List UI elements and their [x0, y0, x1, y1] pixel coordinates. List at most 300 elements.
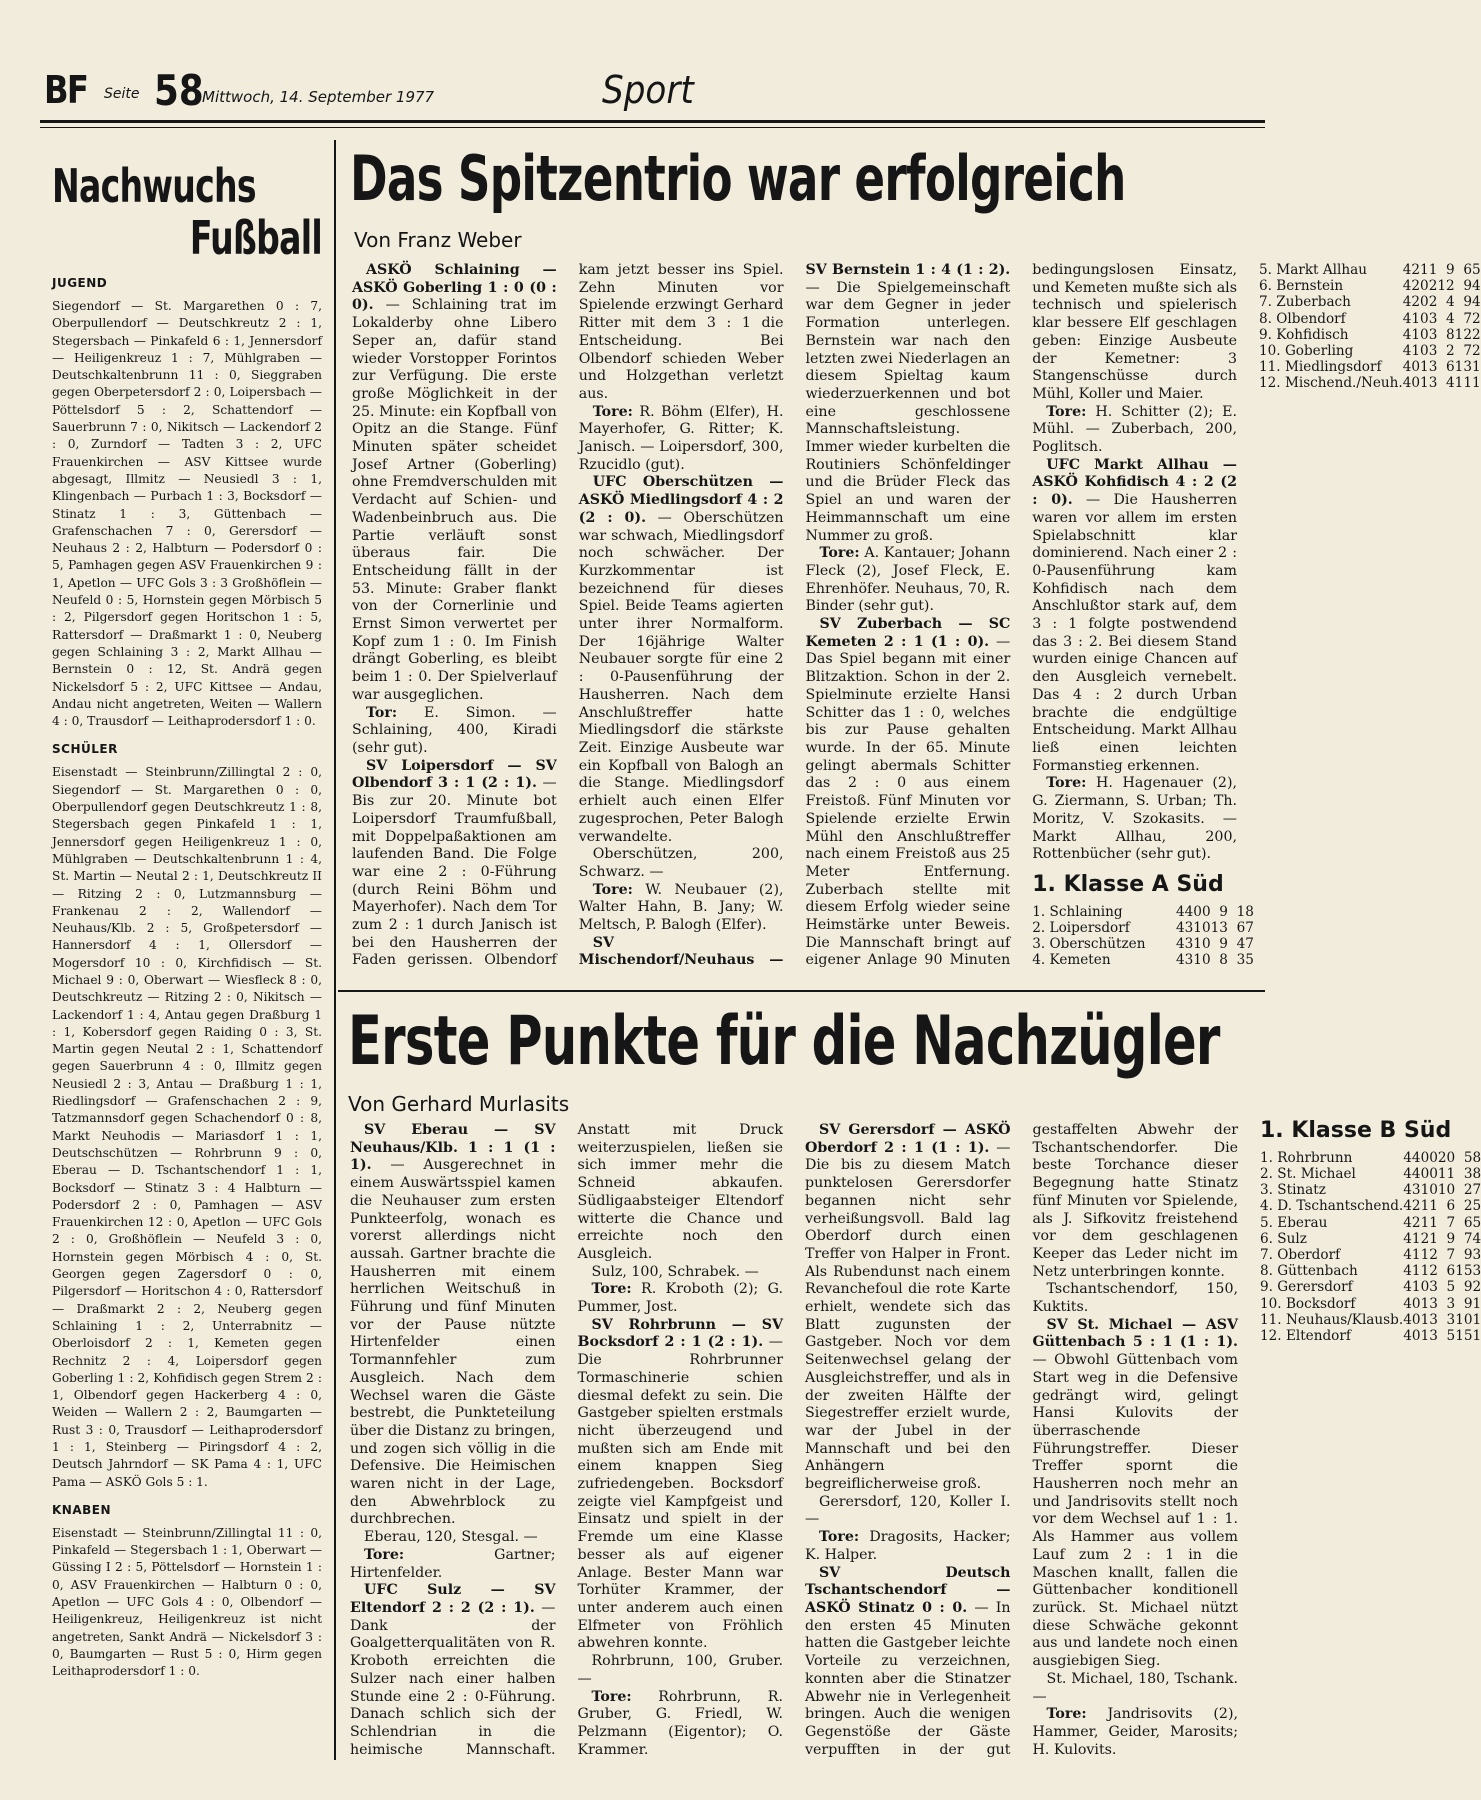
stat-cell: 4	[1411, 1149, 1421, 1166]
youth-title-line1: Nachwuchs	[52, 159, 256, 213]
stat-cell: 3	[1472, 1246, 1481, 1263]
stat-cell: 9	[1219, 936, 1228, 953]
stat-cell: 4	[1471, 278, 1481, 295]
article-paragraph	[1032, 457, 1237, 776]
table-row	[1032, 952, 1254, 968]
stat-cell: 2	[1463, 1198, 1473, 1215]
match-heading: Tore:	[1046, 775, 1087, 792]
table-row	[1259, 359, 1481, 375]
match-heading: Tore:	[592, 881, 633, 898]
article-paragraph	[352, 262, 557, 705]
stat-cell: 1	[1193, 952, 1202, 969]
stat-cell: 8	[1245, 903, 1254, 920]
stat-cell: 2	[1411, 1198, 1421, 1215]
paragraph-text: — Oberschützen war schwach, Miedlingsdorf noch schwächer. Der Kurzkommentar ist bezeichnend für dieses Spiel. Beide Teams agierten unter ihrer Normalform. Der 16jährige Walter Neubauer sorgte für eine 2 : 0-Pausenführung der Hausherren. Nach dem Anschlußtreffer hatte Miedlingsdorf die stärkste Zeit. Einzige Ausbeute war ein Kopfball von Balogh an die Stange. Miedlingsdorf erhielt auch einen Elfer zugesprochen, Peter Balogh verwandelte.	[578, 509, 784, 845]
table-row	[1259, 278, 1481, 294]
stat-cell: 1	[1471, 359, 1481, 376]
paragraph-text: H. Hagenauer (2), G. Ziermann, S. Urban; Th. Moritz, V. Szokasits. — Markt Allhau, 200, Rottenbücher (sehr gut).	[1032, 775, 1237, 863]
stat-cell: 1	[1428, 262, 1438, 278]
stat-cell: 6	[1446, 359, 1455, 376]
stat-cell: 5	[1463, 1149, 1473, 1166]
paragraph-text: Oberschützen, 200, Schwarz. —	[578, 846, 784, 880]
team-name: 1. Schlaining	[1032, 903, 1123, 920]
section-heading: JUGEND	[52, 276, 108, 290]
match-heading: UFC Sulz — SV Eltendorf 2 : 2 (2 : 1).	[350, 1582, 556, 1616]
match-heading: SV Rohrbrunn — SV Bocksdorf 2 : 1 (2 : 1).	[577, 1316, 783, 1351]
stat-cell: 7	[1463, 1230, 1473, 1247]
stat-cell: 4	[1402, 375, 1412, 392]
stat-cell: 4	[1175, 952, 1185, 969]
paragraph-text: Rohrbrunn, 100, Gruber. —	[577, 1653, 783, 1687]
stat-cell: 9	[1463, 278, 1472, 295]
table-row	[1260, 1166, 1481, 1182]
section-results: Siegendorf — St. Margarethen 0 : 7, Oberpullendorf — Deutschkreutz 2 : 1, Stegersbach — Pinkafeld 6 : 1, Jennersdorf — Heiligenkreuz 1 : 7, Mühlgraben — Deutschkaltenbrunn 11 : 0, Sieggraben gegen Oberpetersdorf 2 : 0, Loipersbach — Pöttelsdorf 5 : 2, Schattendorf — Sauerbrunn 7 : 0, Nikitsch — Lackendorf 2 : 0, Zurndorf — Tadten 3 : 2, UFC Frauenkirchen — ASV Kittsee wurde abgesagt, Illmitz — Neusiedl 3 : 1, Klingenbach — Purbach 1 : 3, Bocksdorf — Stinatz 1 : 3, Güttenbach — Grafenschachen 7 : 0, Gerersdorf — Neuhaus 2 : 2, Halbturn — Podersdorf 0 : 5, Pamhagen gegen ASV Frauenkirchen 9 : 1, Apetlon — UFC Gols 3 : 3 Großhöflein — Neufeld 0 : 5, Hornstein gegen Mörbisch 5 : 2, Pilgersdorf gegen Horitschon 1 : 5, Rattersdorf — Draßmarkt 1 : 0, Neuberg gegen Schlaining 3 : 2, Markt Allhau — Bernstein 0 : 12, St. Andrä gegen Nickelsdorf 5 : 2, UFC Kittsee — Andau, Andau nicht angetreten, Weiten — Wallern 4 : 0, Trausdorf — Leithaprodersdorf 1 : 0.	[52, 299, 322, 729]
team-name: 11. Neuhaus/Klausb.	[1260, 1311, 1404, 1328]
stat-cell: 2	[1429, 1246, 1438, 1263]
stat-cell: 0	[1201, 952, 1211, 969]
stat-cell: 1	[1420, 359, 1429, 376]
stat-cell: 3	[1428, 359, 1438, 376]
article-paragraph	[1033, 1317, 1239, 1671]
stat-cell: 4	[1403, 1279, 1412, 1296]
match-heading: SV St. Michael — ASV Güttenbach 5 : 1 (1 : 1).	[1032, 1316, 1238, 1351]
stat-cell: 1	[1236, 903, 1246, 920]
stat-cell: 2	[1411, 278, 1421, 295]
article-paragraph	[1032, 404, 1237, 457]
section-title: Sport	[602, 68, 694, 112]
paragraph-text: — Die Spielgemeinschaft war dem Gegner in jeder Formation unterlegen. Bernstein war nach den letzten zwei Niederlagen an diesem Spieltag kaum wiederzuerkennen und bot eine geschlossene Mannschaftsleistung. Immer wieder kurbelten die Routiniers Schönfeldinger und die Brüder Fleck das Spiel an und waren der Heimmannschaft um eine Nummer zu groß.	[805, 279, 1011, 544]
article1-byline: Von Franz Weber	[354, 228, 522, 252]
stat-cell: 1	[1420, 1311, 1430, 1328]
page-number: 58	[154, 66, 204, 115]
stat-cell: 6	[1446, 1263, 1456, 1280]
stat-cell: 0	[1193, 903, 1202, 920]
stat-cell: 2	[1429, 1263, 1438, 1280]
team-name: 7. Oberdorf	[1260, 1246, 1341, 1263]
stat-cell: 1	[1420, 1295, 1430, 1312]
article-paragraph	[1033, 1706, 1239, 1759]
article-paragraph	[350, 1529, 556, 1547]
stat-cell: 1	[1193, 919, 1202, 936]
stat-cell: 1	[1429, 1198, 1438, 1215]
table-row	[1260, 1215, 1481, 1231]
stat-cell: 4	[1472, 1230, 1481, 1247]
stat-cell: 13	[1210, 919, 1228, 936]
match-heading: UFC Oberschützen — ASKÖ Miedlingsdorf 4 : 2 (2 : 0).	[578, 474, 784, 526]
stat-cell: 9	[1463, 1279, 1473, 1296]
stat-cell: 15	[1455, 1263, 1473, 1280]
youth-football-column	[52, 160, 322, 1760]
masthead-brand: BF	[44, 68, 88, 112]
stat-cell: 3	[1472, 1263, 1481, 1280]
stat-cell: 0	[1201, 919, 1211, 936]
paragraph-text: — Dank der Goalgetterqualitäten von R. Kroboth erreichten die Sulzer nach einer halben Stunde eine 2 : 0-Führung. Danach schlich sich der Schlendrian in die heimische Mannschaft. Anstatt mit Druck weiterzuspielen, ließen sie sich immer mehr die Schneid abkaufen. Südligaabsteiger Eltendorf witterte die Chance und erreichte noch den Ausgleich.	[350, 1122, 783, 1758]
paragraph-text: E. Simon. — Schlaining, 400, Kiradi (sehr gut).	[352, 704, 557, 756]
stat-cell: 1	[1471, 375, 1481, 392]
team-name: 11. Miedlingsdorf	[1259, 359, 1382, 376]
stat-cell: 2	[1463, 1182, 1473, 1199]
table-row	[1260, 1328, 1481, 1344]
paragraph-text: W. Neubauer (2), Walter Hahn, B. Jany; W. Meltsch, P. Balogh (Elfer).	[578, 881, 784, 934]
paragraph-text: Tschantschendorf, 150, Kuktits.	[1032, 1281, 1238, 1316]
article-paragraph	[1033, 1671, 1239, 1706]
stat-cell: 1	[1429, 1230, 1438, 1247]
section-results: Eisenstadt — Steinbrunn/Zillingtal 11 : 0, Pinkafeld — Stegersbach 1 : 1, Oberwart — Güssing I 2 : 5, Pöttelsdorf — Hornstein 1 : 0, ASV Frauenkirchen — Halbturn 0 : 0, Apetlon — UFC Gols 4 : 0, Olbendorf — Heiligenkreuz, Heiligenkreuz ist nicht angetreten, Sankt Andrä — Nickelsdorf 3 : 0, Baumgarten — Rust 5 : 0, Hirm gegen Leithaprodersdorf 1 : 0.	[52, 1525, 322, 1679]
table-row	[1260, 1198, 1481, 1214]
team-name: 2. St. Michael	[1260, 1165, 1356, 1182]
stat-cell: 15	[1455, 1327, 1473, 1344]
paragraph-text: Dragosits, Hacker; K. Halper.	[805, 1529, 1011, 1563]
paragraph-text: — Die bis zu diesem Match punktelosen Gerersdorfer begannen nicht sehr verheißungsvoll. Bald lag Oberdorf durch einen Treffer von Halper in Front. Als Rubendunst nach einem Revanchefoul die rote Karte erhielt, wendete sich das Blatt zugunsten der Gastgeber. Noch vor dem Seitenwechsel gelang der Ausgleichstreffer, und als in der zweiten Hälfte der Siegestreffer erzielt wurde, war der Jubel in der Mannschaft und bei den Anhängern begreiflicherweise groß.	[805, 1139, 1011, 1493]
stat-cell: 9	[1463, 1246, 1473, 1263]
stat-cell: 0	[1420, 310, 1429, 327]
article-paragraph	[352, 705, 557, 758]
paragraph-text: Rohrbrunn, R. Gruber, G. Friedl, W. Pelzmann (Eigentor); O. Krammer.	[577, 1688, 783, 1758]
stat-cell: 1	[1411, 1246, 1421, 1263]
table-row	[1260, 1312, 1481, 1328]
header-rule	[40, 120, 1265, 123]
stat-cell: 3	[1428, 310, 1438, 327]
article-paragraph	[805, 1494, 1011, 1529]
article-paragraph	[578, 1317, 784, 1653]
team-name: 5. Eberau	[1260, 1214, 1328, 1231]
stat-cell: 1	[1193, 936, 1202, 953]
team-name: 12. Mischend./Neuh.	[1259, 375, 1403, 392]
table-row	[1260, 1231, 1481, 1247]
stat-cell: 1	[1472, 1295, 1481, 1312]
paragraph-text: Jandrisovits (2), Hammer, Geider, Marosits; H. Kulovits.	[1032, 1706, 1238, 1758]
stat-cell: 4	[1446, 294, 1455, 311]
stat-cell: 4	[1402, 359, 1412, 376]
table-row	[1260, 1296, 1481, 1312]
stat-cell: 2	[1420, 1230, 1430, 1247]
stat-cell: 6	[1446, 1198, 1456, 1215]
match-heading: SV Gerersdorf — ASKÖ Oberdorf 2 : 1 (1 : 1).	[805, 1122, 1011, 1156]
stat-cell: 4	[1402, 343, 1412, 360]
stat-cell: 4	[1175, 903, 1185, 920]
stat-cell: 11	[1437, 1165, 1456, 1182]
stat-cell: 9	[1446, 1230, 1456, 1247]
table-row	[1260, 1279, 1481, 1295]
stat-cell: 0	[1411, 375, 1421, 392]
article-paragraph	[806, 545, 1011, 616]
stat-cell: 4	[1402, 310, 1412, 327]
stat-cell: 3	[1411, 1182, 1421, 1199]
stat-cell: 9	[1446, 262, 1455, 278]
stat-cell: 3	[1429, 1279, 1438, 1296]
page-header	[40, 60, 1265, 120]
stat-cell: 2	[1428, 278, 1438, 295]
youth-title-line2: Fußball	[189, 211, 322, 265]
stat-cell: 2	[1472, 1279, 1481, 1296]
article-paragraph	[579, 882, 784, 935]
stat-cell: 4	[1403, 1230, 1412, 1247]
stat-cell: 0	[1420, 1165, 1430, 1182]
match-heading: UFC Markt Allhau — ASKÖ Kohfidisch 4 : 2 (2 : 0).	[1032, 456, 1237, 509]
stat-cell: 3	[1429, 1327, 1438, 1344]
stat-cell: 9	[1463, 294, 1472, 311]
stat-cell: 4	[1403, 1149, 1412, 1166]
stat-cell: 7	[1472, 1182, 1481, 1199]
team-name: 5. Markt Allhau	[1259, 262, 1367, 278]
team-name: 6. Sulz	[1260, 1230, 1307, 1247]
stat-cell: 8	[1219, 952, 1228, 969]
column-divider	[334, 140, 336, 1760]
paragraph-text: Gartner; Hirtenfelder.	[350, 1546, 556, 1581]
stat-cell: 4	[1402, 326, 1412, 343]
table-row	[1260, 1263, 1481, 1279]
match-heading: Tore:	[1046, 1706, 1087, 1723]
stat-cell: 7	[1446, 1246, 1456, 1263]
article-paragraph	[578, 1689, 784, 1760]
stat-cell: 2	[1471, 326, 1481, 343]
stat-cell: 0	[1429, 1165, 1438, 1182]
section-results: Eisenstadt — Steinbrunn/Zillingtal 2 : 0, Siegendorf — St. Margarethen 0 : 0, Oberpullendorf gegen Deutschkreutz 1 : 8, Stegersbach gegen Pinkafeld 1 : 1, Jennersdorf gegen Heiligenkreuz 1 : 0, Mühlgraben — Deutschkaltenbrunn 1 : 4, St. Martin — Neutal 2 : 1, Deutschkreutz II — Ritzing 2 : 0, Lutzmannsburg — Frankenau 2 : 2, Wallendorf — Neuhaus/Klb. 2 : 5, Großpetersdorf — Hannersdorf 4 : 1, Ollersdorf — Mogersdorf 10 : 0, Kirchfidisch — St. Michael 9 : 0, Oberwart — Wiesfleck 8 : 0, Deutschkreutz — Ritzing 2 : 0, Nikitsch — Lackendorf 1 : 4, Antau gegen Draßburg 1 : 1, Kobersdorf gegen Raiding 0 : 3, St. Martin gegen Neutal 2 : 1, Schattendorf gegen Sauerbrunn 4 : 0, Illmitz gegen Neusiedl 2 : 3, Antau — Draßburg 1 : 1, Riedlingsdorf — Grafenschachen 2 : 9, Tatzmannsdorf gegen Schachendorf 0 : 8, Markt Neuhodis — Mariasdorf 1 : 1, Deutschschützen — Rohrbrunn 9 : 0, Eberau — D. Tschantschendorf 1 : 1, Bocksdorf — Stinatz 3 : 4 Halbturn — Podersdorf 2 : 0, Pamhagen — ASV Frauenkirchen 12 : 0, Apetlon — UFC Gols 2 : 0, Großhöflein — Neufeld 3 : 0, Hornstein gegen Mörbisch 4 : 0, St. Georgen gegen Zagersdorf 0 : 0, Pilgersdorf — Horitschon 4 : 0, Rattersdorf — Draßmarkt 2 : 2, Neuberg gegen Schlaining 1 : 2, Unterrabnitz — Oberloisdorf 2 : 1, Kemeten gegen Rechnitz 2 : 4, Loipersdorf gegen Goberling 1 : 2, Kohfidisch gegen Strem 2 : 1, Olbendorf gegen Hackerberg 4 : 0, Weiden — Wallern 2 : 2, Baumgarten — Rust 3 : 0, Trausdorf — Leithaprodersdorf 1 : 1, Steinberg — Piringsdorf 4 : 2, Deutsch Jahrndorf — SK Pama 4 : 1, UFC Pama — ASKÖ Gols 5 : 1.	[52, 765, 322, 1489]
table-row	[1259, 343, 1481, 359]
stat-cell: 4	[1403, 1295, 1412, 1312]
team-name: 6. Bernstein	[1259, 278, 1344, 295]
youth-section-jugend	[52, 276, 322, 730]
article-paragraph	[579, 846, 784, 881]
table-row	[1259, 375, 1481, 391]
stat-cell: 0	[1420, 343, 1429, 360]
stat-cell: 4	[1403, 1214, 1412, 1231]
stat-cell: 0	[1411, 1311, 1421, 1328]
stat-cell: 2	[1428, 294, 1438, 311]
stat-cell: 4	[1446, 375, 1455, 392]
stat-cell: 2	[1411, 294, 1421, 311]
table-row	[1032, 904, 1254, 920]
stat-cell: 3	[1429, 1295, 1438, 1312]
article2-headline: Erste Punkte für die Nachzügler	[348, 1002, 1220, 1081]
stat-cell: 0	[1201, 903, 1211, 920]
stat-cell: 3	[1428, 343, 1438, 360]
stat-cell: 3	[1184, 936, 1194, 953]
article1-headline: Das Spitzentrio war erfolgreich	[350, 142, 1126, 215]
stat-cell: 7	[1245, 936, 1254, 953]
stat-cell: 8	[1446, 326, 1455, 343]
stat-cell: 4	[1236, 936, 1246, 953]
issue-date: Mittwoch, 14. September 1977	[202, 88, 435, 106]
stat-cell: 2	[1411, 1214, 1421, 1231]
stat-cell: 4	[1175, 936, 1185, 953]
paragraph-text: — Ausgerechnet in einem Auswärtsspiel kamen die Neuhauser zum ersten Punkteerfolg, wonach es vorerst allerdings nicht aussah. Gartner brachte die Hausherren mit einem herrlichen Weitschuß in Führung und fünf Minuten vor der Pause nützte Hirtenfelder einen Tormannfehler zum Ausgleich. Nach dem Wechsel waren die Gäste bestrebt, die Punkteteilung über die Distanz zu bringen, und zogen sich völlig in die Defensive. Die Heimischen waren nicht in der Lage, den Abwehrblock zu durchbrechen.	[350, 1157, 556, 1528]
team-name: 4. Kemeten	[1032, 952, 1111, 969]
stat-cell: 7	[1245, 919, 1254, 936]
match-heading: SV Mischendorf/Neuhaus — SV Bernstein 1 : 4 (1 : 2).	[578, 262, 1011, 969]
stat-cell: 20	[1437, 1149, 1456, 1166]
paragraph-text: — Das Spiel begann mit einer Blitzaktion. Schon in der 2. Spielminute erzielte Hansi Schitter das 1 : 0, welches bis zur Pause gehalten wurde. In der 65. Minute gelingt abermals Schitter das 2 : 0 aus einem Freistoß. Fünf Minuten vor Spielende erzielte Erwin Mühl den Anschlußtreffer nach einem Freistoß aus 25 Meter Entfernung. Zuberbach stellte mit diesem Erfolg wieder seine Heimstärke unter Beweis. Die Mannschaft bringt auf eigener Anlage 90 Minuten bedingungslosen Einsatz, und Kemeten mußte sich als technisch und spielerisch klar bessere Elf geschlagen geben: Einzige Ausbeute der Kemetner: 3 Stangenschüsse durch Mühl, Koller und Maier.	[805, 262, 1237, 969]
team-name: 10. Goberling	[1259, 343, 1354, 360]
article-paragraph	[350, 1122, 556, 1529]
stat-cell: 2	[1411, 262, 1421, 278]
stat-cell: 8	[1472, 1165, 1481, 1182]
table-row	[1259, 311, 1481, 327]
stat-cell: 9	[1463, 1295, 1473, 1312]
stat-cell: 1	[1411, 1230, 1421, 1247]
table-row	[1032, 920, 1254, 936]
stat-cell: 4	[1175, 919, 1185, 936]
stat-cell: 3	[1429, 1311, 1438, 1328]
stat-cell: 1	[1420, 1182, 1430, 1199]
team-name: 10. Bocksdorf	[1260, 1295, 1356, 1312]
stat-cell: 4	[1403, 1182, 1412, 1199]
stat-cell: 1	[1420, 1198, 1430, 1215]
match-heading: Tore:	[591, 1688, 632, 1705]
league-table-title: 1. Klasse B Süd	[1260, 1118, 1452, 1143]
article-paragraph	[1032, 775, 1237, 864]
stat-cell: 3	[1236, 952, 1246, 969]
team-name: 3. Stinatz	[1260, 1182, 1326, 1199]
stat-cell: 1	[1420, 375, 1429, 392]
paragraph-text: H. Schitter (2); E. Mühl. — Zuberbach, 200, Poglitsch.	[1032, 403, 1237, 456]
stat-cell: 9	[1219, 903, 1228, 920]
stat-cell: 1	[1411, 343, 1421, 360]
stat-cell: 0	[1429, 1182, 1438, 1199]
article-paragraph	[579, 404, 784, 475]
stat-cell: 1	[1472, 1327, 1481, 1344]
stat-cell: 10	[1455, 1311, 1473, 1328]
match-heading: Tore:	[1046, 403, 1087, 420]
stat-cell: 6	[1463, 1214, 1473, 1231]
article-paragraph	[578, 1264, 784, 1282]
stat-cell: 3	[1428, 326, 1438, 343]
paragraph-text: Eberau, 120, Stesgal. —	[364, 1529, 538, 1546]
match-heading: Tore:	[592, 403, 633, 420]
stat-cell: 1	[1429, 1214, 1438, 1231]
team-name: 8. Güttenbach	[1260, 1263, 1358, 1280]
stat-cell: 11	[1454, 375, 1472, 392]
match-heading: Tor:	[366, 704, 398, 721]
team-name: 2. Loipersdorf	[1032, 919, 1130, 936]
article-paragraph	[578, 1281, 784, 1316]
stat-cell: 4	[1403, 1263, 1412, 1280]
stat-cell: 4	[1446, 310, 1455, 327]
paragraph-text: A. Kantauer; Johann Fleck (2), Josef Fleck, E. Ehrenhöfer. Neuhaus, 70, R. Binder (sehr gut).	[805, 545, 1011, 615]
stat-cell: 1	[1420, 1246, 1430, 1263]
stat-cell: 6	[1236, 919, 1246, 936]
stat-cell: 4	[1471, 294, 1481, 311]
page-label: Seite	[104, 86, 140, 102]
paragraph-text: — Bis zur 20. Minute bot Loipersdorf Traumfußball, mit Doppelpaßaktionen am laufenden Band. Die Folge war eine 2 : 0-Führung (durch Reini Böhm und Mayerhofer). Nach dem Tor zum 2 : 1 durch Janisch ist bei den Hausherren der Faden gerissen. Olbendorf kam jetzt besser ins Spiel. Zehn Minuten vor Spielende erzwingt Gerhard Ritter mit dem 3 : 1 die Entscheidung. Bei Olbendorf schieden Weber und Holzgethan verletzt aus.	[352, 262, 784, 969]
paragraph-text: — In den ersten 45 Minuten hatten die Gastgeber leichte Vorteile zu verzeichnen, konnten aber die Stinatzer Abwehr nie in Verlegenheit bringen. Auch die wenigen Gegenstöße der Gäste verpufften in der gut gestaffelten Abwehr der Tschantschendorfer. Die beste Torchance dieser Begegnung hatte Stinatz fünf Minuten vor Spielende, als J. Sifkovitz freistehend vor dem geschlagenen Keeper das Leder nicht im Netz unterbringen konnte.	[805, 1122, 1238, 1758]
paragraph-text: R. Böhm (Elfer), H. Mayerhofer, G. Ritter; K. Janisch. — Loipersdorf, 300, Rzucidlo (gut).	[578, 403, 784, 473]
stat-cell: 4	[1402, 262, 1412, 278]
youth-section-schueler	[52, 742, 322, 1490]
table-row	[1260, 1182, 1481, 1198]
paragraph-text: — Die Rohrbrunner Tormaschinerie schien diesmal defekt zu sein. Die Gastgeber spielten erstmals nicht überzeugend und mußten sich am Ende mit einem knappen Sieg zufriedengeben. Bocksdorf zeigte viel Kampfgeist und Einsatz und spielt in der Fremde um eine Klasse besser als auf eigener Anlage. Bester Mann war Torhüter Krammer, der unter anderem auch einen Elfmeter von Fröhlich abwehren konnte.	[577, 1334, 783, 1652]
stat-cell: 1	[1420, 1263, 1430, 1280]
team-name: 9. Kohfidisch	[1259, 326, 1349, 343]
stat-cell: 0	[1420, 1279, 1430, 1296]
table-row	[1259, 294, 1481, 310]
stat-cell: 4	[1402, 294, 1412, 311]
match-heading: ASKÖ Schlaining — ASKÖ Goberling 1 : 0 (0 : 0).	[352, 262, 557, 314]
paragraph-text: St. Michael, 180, Tschank. —	[1032, 1670, 1238, 1705]
stat-cell: 5	[1471, 262, 1481, 278]
article-paragraph	[805, 1529, 1011, 1564]
stat-cell: 2	[1446, 343, 1455, 360]
paragraph-text: — Die Hausherren waren vor allem im ersten Spielabschnitt klar dominierend. Nach einer 2 : 0-Pausenführung kam Kohfidisch nach dem Anschlußtor stark auf, dem 3 : 1 folgte postwendend das 3 : 2. Bei diesem Stand wurden einige Chancen auf den Ausgleich vernebelt. Das 4 : 2 durch Urban brachte die endgültige Entscheidung. Markt Allhau ließ einen leichten Formanstieg erkennen.	[1032, 492, 1238, 774]
stat-cell: 12	[1437, 278, 1455, 295]
stat-cell: 7	[1463, 310, 1472, 327]
stat-cell: 1	[1411, 310, 1421, 327]
team-name: 4. D. Tschantschend.	[1260, 1198, 1404, 1215]
stat-cell: 5	[1446, 1279, 1456, 1296]
stat-cell: 4	[1411, 1165, 1421, 1182]
article2-body	[350, 1118, 1481, 1762]
paragraph-text: Sulz, 100, Schrabek. —	[591, 1263, 759, 1280]
stat-cell: 0	[1420, 278, 1429, 295]
match-heading: Tore:	[819, 1529, 860, 1546]
stat-cell: 6	[1463, 262, 1472, 278]
stat-cell: 1	[1420, 1214, 1430, 1231]
stat-cell: 4	[1403, 1311, 1412, 1328]
team-name: 7. Zuberbach	[1259, 294, 1351, 311]
paragraph-text: R. Kroboth (2); G. Pummer, Jost.	[577, 1281, 783, 1316]
team-name: 3. Oberschützen	[1032, 936, 1146, 953]
match-heading: Tore:	[364, 1546, 405, 1563]
article-paragraph	[350, 1547, 556, 1582]
stat-cell: 0	[1411, 359, 1421, 376]
stat-cell: 4	[1184, 903, 1194, 920]
paragraph-text: — Obwohl Güttenbach vom Start weg in die Defensive gedrängt wird, gelingt Hansi Kulovits der überraschende Führungstreffer. Dieser Treffer spornt die Hausherren noch mehr an und Jandrisovits stellt noch vor dem Wechsel auf 1 : 1. Als Hammer aus vollem Lauf zum 2 : 1 in die Maschen knallt, fallen die Güttenbacher konditionell zurück. St. Michael nützt diese Schwäche gekonnt aus und landete noch einen ausgiebigen Sieg.	[1032, 1352, 1238, 1670]
stat-cell: 0	[1411, 1327, 1421, 1344]
table-row	[1260, 1247, 1481, 1263]
stat-cell: 4	[1403, 1327, 1412, 1344]
stat-cell: 8	[1472, 1149, 1481, 1166]
stat-cell: 7	[1446, 1214, 1456, 1231]
stat-cell: 5	[1245, 952, 1254, 969]
league-table-title: 1. Klasse A Süd	[1032, 871, 1224, 897]
stat-cell: 5	[1472, 1214, 1481, 1231]
stat-cell: 1	[1472, 1311, 1481, 1328]
team-name: 12. Eltendorf	[1260, 1327, 1351, 1344]
team-name: 8. Olbendorf	[1259, 310, 1346, 327]
stat-cell: 1	[1420, 262, 1429, 278]
table-row	[1259, 262, 1481, 278]
match-heading: SV Loipersdorf — SV Olbendorf 3 : 1 (2 : 1).	[352, 757, 557, 792]
article2-byline: Von Gerhard Murlasits	[348, 1092, 570, 1116]
paragraph-text: — Schlaining trat im Lokalderby ohne Libero Seper an, dafür stand wieder Vorstopper Forintos zur Verfügung. Die erste große Möglichkeit in der 25. Minute: ein Kopfball von Opitz an die Stange. Fünf Minuten später scheidet Josef Artner (Goberling) ohne Fremdverschulden mit Verdacht auf Schien- und Wadenbeinbruch aus. Die Partie verläuft sonst überaus fair. Die Entscheidung fällt in der 53. Minute: Graber flankt von der Cornerlinie und Ernst Simon verwertet per Kopf zum 1 : 0. Im Finish drängt Goberling, es bleibt beim 1 : 0. Der Spielverlauf war ausgeglichen.	[352, 297, 557, 703]
article-paragraph	[1033, 1281, 1239, 1316]
stat-cell: 0	[1420, 326, 1429, 343]
article-paragraph	[578, 1653, 784, 1688]
team-name: 9. Gerersdorf	[1260, 1279, 1353, 1296]
table-row	[1260, 1150, 1481, 1166]
stat-cell: 3	[1463, 1165, 1473, 1182]
article-paragraph	[579, 474, 784, 846]
stat-cell: 7	[1463, 343, 1472, 360]
match-heading: Tore:	[819, 545, 860, 562]
section-heading: KNABEN	[52, 1502, 112, 1517]
stat-cell: 0	[1411, 1295, 1421, 1312]
stat-cell: 2	[1471, 310, 1481, 327]
match-heading: Tore:	[591, 1281, 632, 1298]
match-heading: SV Zuberbach — SC Kemeten 2 : 1 (1 : 0).	[805, 616, 1011, 650]
stat-cell: 0	[1420, 294, 1429, 311]
stat-cell: 12	[1454, 326, 1472, 343]
table-row	[1032, 936, 1254, 952]
stat-cell: 4	[1403, 1165, 1412, 1182]
stat-cell: 3	[1446, 1295, 1456, 1312]
stat-cell: 0	[1420, 1149, 1430, 1166]
stat-cell: 4	[1403, 1246, 1412, 1263]
article-divider	[338, 990, 1265, 992]
article-paragraph	[805, 1122, 1011, 1494]
stat-cell: 0	[1201, 936, 1211, 953]
stat-cell: 13	[1454, 359, 1472, 376]
